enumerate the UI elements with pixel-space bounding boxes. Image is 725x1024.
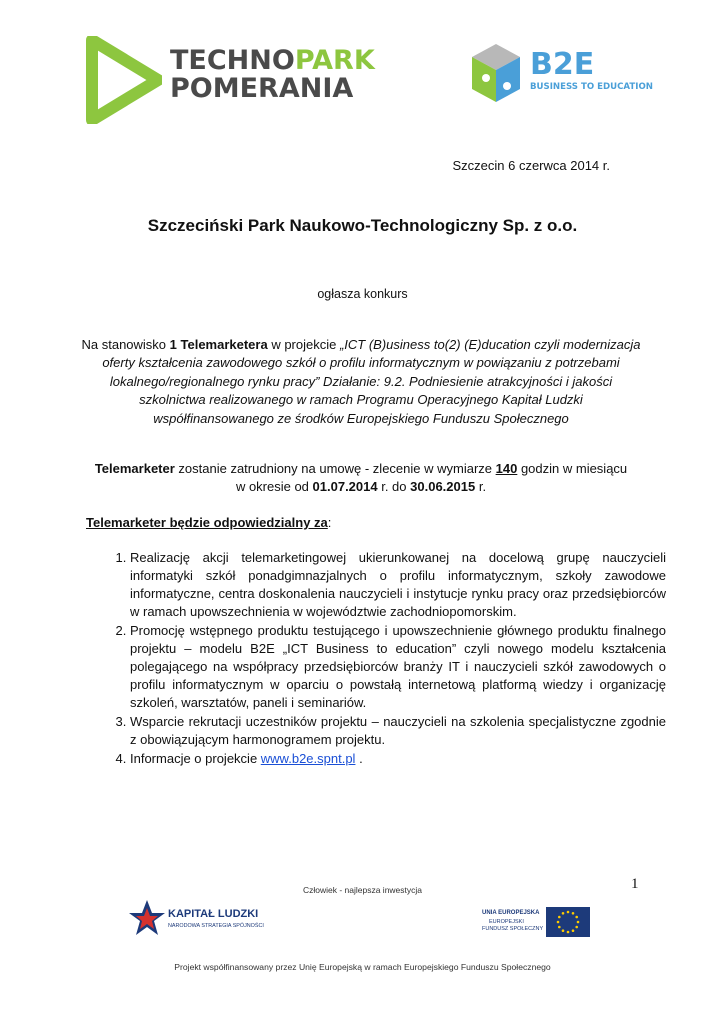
responsibilities-heading-text: Telemarketer będzie odpowiedzialny za: [86, 515, 328, 530]
employment-text3: w okresie od: [235, 479, 313, 494]
responsibilities-heading: [86, 514, 331, 532]
eu-flag-icon: [546, 907, 590, 937]
list-item: 2. Promocję wstępnego produktu testującego i upowszechnienie głównego produktu finalnego projektu – modelu B2E „ICT Business to education” czyli nowego modelu kształcenia polegającego na współpracy przedsiębiorców branży IT i nauczycieli szkół zawodowych o profilu informatycznym w oparciu o powstałą internetową platformą wiedzy i organizację szkoleń, warsztatów, paneli i seminariów.: [130, 622, 666, 712]
employment-date-to: 30.06.2015: [410, 479, 476, 494]
employment-text4: r. do: [377, 479, 411, 494]
technopark-triangle-icon: [86, 36, 162, 124]
employment-hours: 140: [495, 461, 518, 476]
list-item: [130, 750, 666, 768]
list-item: 3. Wsparcie rekrutacji uczestników projektu – nauczycieli na szkolenia specjalistyczne zgodnie z obowiązującym harmonogramem projektu.: [130, 713, 666, 749]
cofinancing-note: Projekt współfinansowany przez Unię Europejską w ramach Europejskiego Funduszu Społecznego: [174, 962, 551, 972]
technopark-pomerania-logo: [86, 36, 375, 126]
project-website-link[interactable]: www.b2e.spnt.pl: [260, 751, 356, 766]
responsibilities-list: [104, 549, 666, 769]
b2e-subtitle: BUSINESS TO EDUCATION: [530, 82, 653, 92]
list-item: 1. Realizację akcji telemarketingowej ukierunkowanej na docelową grupę nauczycieli informatyki szkół ponadgimnazjalnych o profilu informatycznym, szkoły zawodowe informatyczne, centra doskonalenia nauczycieli i instytucje rynku pracy oraz przedsiębiorców w ramach upowszechnienia w województwie zachodniopomorskim.: [130, 549, 666, 621]
page-number: 1: [631, 876, 639, 892]
list-item-prefix: Informacje o projekcie: [130, 751, 261, 766]
b2e-title: B2E: [530, 47, 595, 82]
position-title: 1 Telemarketera: [169, 337, 268, 352]
employment-paragraph: [78, 460, 644, 496]
responsibilities-heading-colon: :: [327, 515, 332, 530]
technopark-wordmark-line2: POMERANIA: [170, 73, 354, 104]
employment-text5: r.: [475, 479, 487, 494]
eu-label-line3: FUNDUSZ SPOŁECZNY: [482, 926, 544, 932]
list-item-suffix: .: [355, 751, 363, 766]
kapital-ludzki-title: KAPITAŁ LUDZKI: [168, 908, 259, 920]
employment-date-from: 01.07.2014: [312, 479, 378, 494]
employment-text2: godzin w miesiącu: [517, 461, 628, 476]
b2e-logo: [466, 40, 653, 110]
date-line: Szczecin 6 czerwca 2014 r.: [452, 158, 610, 173]
eu-logo: [480, 906, 592, 940]
position-paragraph: [78, 336, 644, 428]
kapital-ludzki-star-icon: [128, 898, 166, 940]
eu-label-line1: UNIA EUROPEJSKA: [482, 910, 540, 916]
announcement-text: ogłasza konkurs: [317, 287, 408, 301]
organization-title: Szczeciński Park Naukowo-Technologiczny Sp. z o.o.: [147, 216, 578, 235]
kapital-ludzki-logo: [128, 898, 278, 940]
position-middle: w projekcie: [267, 337, 340, 352]
position-prefix: Na stanowisko: [81, 337, 170, 352]
technopark-wordmark-line1: TECHNOPARK: [170, 45, 375, 76]
eu-label-line2: EUROPEJSKI: [489, 919, 524, 925]
project-name: „ICT (B)usiness to(2) (E)ducation czyli modernizacja oferty kształcenia zawodowego szkół o profilu informatycznym w powiązaniu z potrzebami lokalnego/regionalnego rynku pracy” Działanie: 9.2. Podniesienie atrakcyjności i jakości szkolnictwa realizowanego w ramach Programu Operacyjnego Kapitał Ludzki współfinansowanego ze środków Europejskiego Funduszu Społecznego: [102, 337, 641, 426]
kapital-ludzki-subtitle: NARODOWA STRATEGIA SPÓJNOŚCI: [168, 923, 264, 929]
employment-text1: zostanie zatrudniony na umowę - zlecenie w wymiarze: [174, 461, 496, 476]
b2e-cube-icon: [466, 40, 526, 110]
footer-motto: Człowiek - najlepsza inwestycja: [302, 885, 423, 895]
employment-role: Telemarketer: [94, 461, 175, 476]
